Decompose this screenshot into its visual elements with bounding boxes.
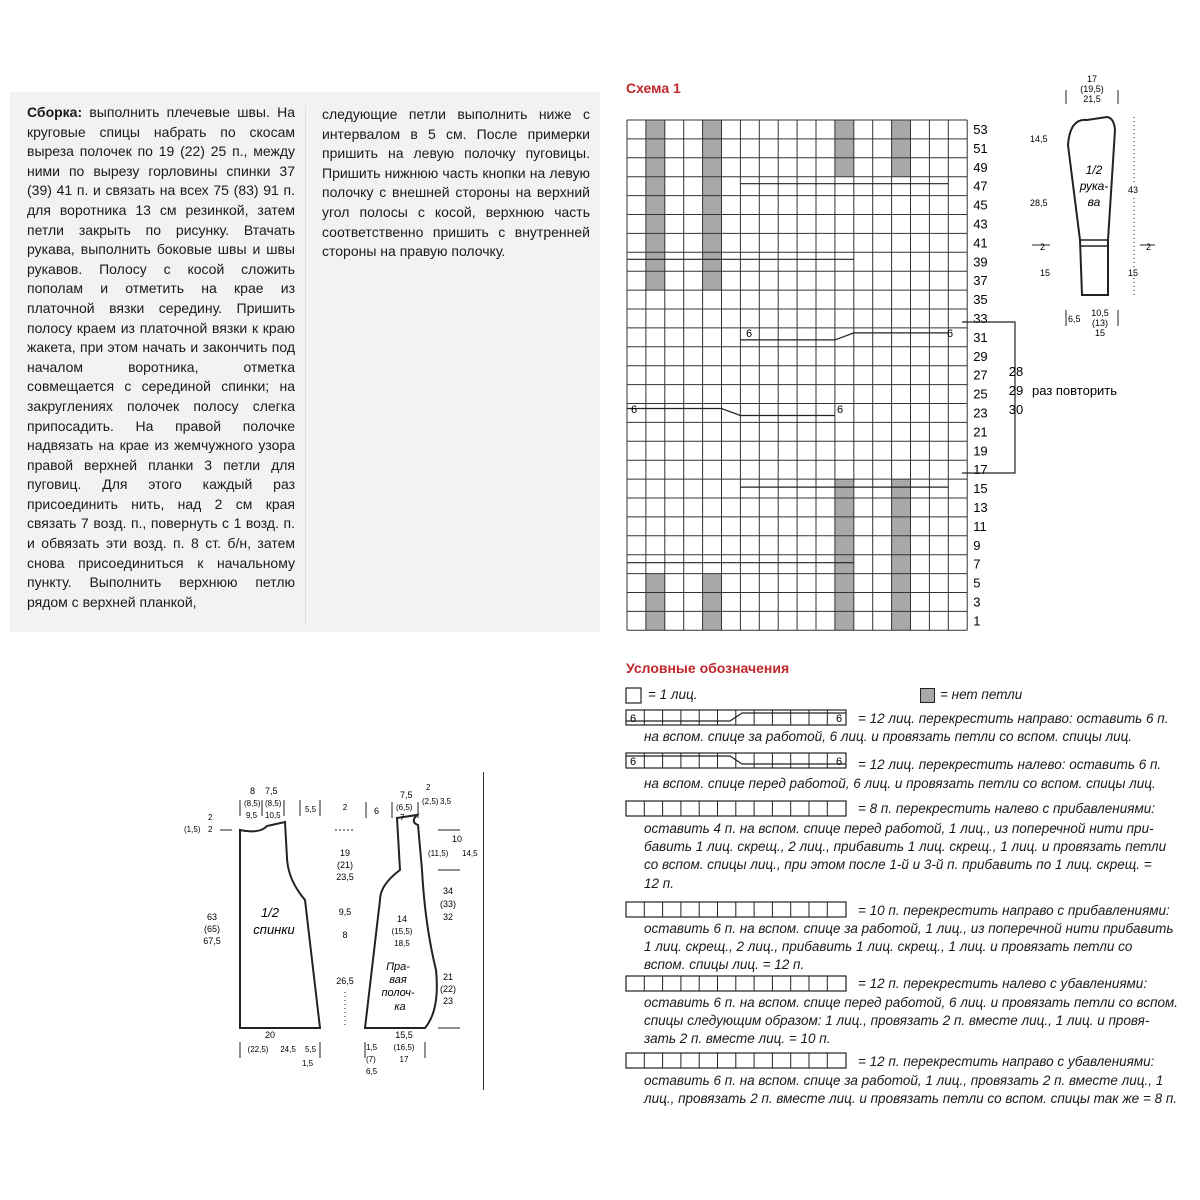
row-number: 33 xyxy=(973,311,988,326)
legend-item-6-line-2: оставить 6 п. на вспом. спице за работой, 1 лиц., провязать 2 п. вместе лиц., 1 xyxy=(644,1073,1164,1088)
sleeve-top-3: 21,5 xyxy=(1083,94,1101,104)
sleeve-dim-14-5: 14,5 xyxy=(1030,134,1048,144)
front-right-10-2: (11,5) xyxy=(428,849,449,858)
legend-item-6-line-3: лиц., провязать 2 п. вместе лиц. и провязать петли со вспом. спицы так же = 8 п. xyxy=(644,1091,1178,1107)
back-top-5-5: 5,5 xyxy=(305,805,317,814)
back-label-2: спинки xyxy=(253,922,295,937)
row-number: 15 xyxy=(973,481,988,497)
back-mid-2: 2 xyxy=(342,803,348,812)
front-right-21-2: (22) xyxy=(439,984,457,994)
front-bottom-3: 17 xyxy=(399,1055,409,1064)
repeat-row-29: 29 xyxy=(1008,383,1024,398)
front-top-2-5: (2,5) xyxy=(422,797,439,806)
sleeve-dim-15-left: 15 xyxy=(1040,268,1051,278)
front-top-2: 2 xyxy=(426,783,431,792)
legend-item-3-line-3: бавить 1 лиц. скрещ., 2 лиц., прибавить 1 лиц. скрещ., 1 лиц. и провязать петли xyxy=(644,839,1167,855)
repeat-label: раз повторить xyxy=(1032,383,1118,398)
row-number: 41 xyxy=(973,235,988,251)
back-mid-26-5: 26,5 xyxy=(336,976,354,986)
legend-item-3-line-5: 12 п. xyxy=(644,875,674,891)
legend-item-4-line-3: 1 лиц. скрещ., 2 лиц., прибавить 1 лиц. скрещ., 1 лиц. и провязать петли со xyxy=(644,939,1133,955)
legend-item-5-line-4: зать 2 п. вместе лиц. = 10 п. xyxy=(644,1031,831,1047)
legend-item-6: = 12 п. перекрестить направо с убавлениями: xyxy=(858,1054,1155,1069)
sleeve-top-1: 17 xyxy=(1086,74,1098,84)
assembly-text-1: выполнить плечевые швы. На круговые спицы набрать по скосам выреза полочек по 19 (22) 25 п., между ними по вырезу горловины спинки 37 (39) 41 п. и связать на всех 75 (83) 91 п. для воротника 13 см резинкой, затем петли закрыть по рисунку. Втачать рукава, выполнить боковые швы и швы рукавов. Полосу с косой сложить пополам и отметить на крае из платочной вязки середину. Пришить полосу краем из платочной вязки к краю жакета, при этом начать и закончить под началом воротника, отметка совмещается с серединой спинки; на закруглениях полочек полосу слегка припосадить. На правой полочке надвязать на крае из жемчужного узора правой верхней планки 3 петли для пуговиц. Для этого каждый раз присоединить нить, над 2 см края связать 7 возд. п., повернуть с 1 возд. п. и обвязать эти возд. п. 8 ст. б/н, затем снова присоединиться к начальному пункту. Выполнить верхнюю петлю рядом с верхней планкой, xyxy=(27,104,295,610)
front-right-21-3: 23 xyxy=(442,996,454,1006)
back-top-8-5: (8,5) xyxy=(244,799,261,808)
schematics-right-border xyxy=(483,772,484,1090)
cable-6-d: 6 xyxy=(837,404,844,416)
back-top-10-5: 10,5 xyxy=(265,811,281,820)
front-top-6-5: (6,5) xyxy=(396,803,413,812)
sleeve-top-2: (19,5) xyxy=(1080,84,1104,94)
front-right-34-1: 34 xyxy=(442,886,454,896)
no-stitch-column xyxy=(646,574,665,631)
front-bottom-2: (16,5) xyxy=(393,1043,415,1052)
sleeve-dim-43: 43 xyxy=(1128,185,1139,195)
legend-item-6-cont xyxy=(644,1072,1177,1108)
legend-item-4-cont xyxy=(644,920,1173,975)
legend-item-5-cont xyxy=(644,994,1178,1049)
row-number: 29 xyxy=(973,348,988,364)
row-number: 43 xyxy=(973,216,988,232)
sleeve-dim-2-left: 2 xyxy=(1040,242,1046,252)
row-number: 17 xyxy=(973,462,988,478)
repeat-row-30: 30 xyxy=(1008,402,1024,417)
legend-item-1-cont: на вспом. спице за работой, 6 лиц. и провязать петли со вспом. спицы лиц. xyxy=(644,729,1133,744)
front-label-4: ка xyxy=(394,1001,406,1013)
sleeve-bottom-1: 10,5 xyxy=(1091,308,1109,318)
legend-item-3: = 8 п. перекрестить налево с прибавлениями: xyxy=(858,801,1155,816)
back-bottom-3: 24,5 xyxy=(280,1045,296,1054)
row-number: 19 xyxy=(973,443,988,459)
legend-item-5-line-3: спицы следующим образом: 1 лиц., провязать 2 п. вместе лиц., 1 лиц. и провя- xyxy=(644,1013,1150,1029)
sleeve-diagram xyxy=(1010,70,1190,350)
row-number: 21 xyxy=(973,424,988,440)
cable-line xyxy=(627,409,835,416)
row-number: 9 xyxy=(973,537,981,553)
repeat-bracket xyxy=(962,322,1015,473)
cable-6-c: 6 xyxy=(631,404,638,416)
row-number: 31 xyxy=(973,329,988,345)
no-stitch-column xyxy=(892,120,911,177)
assembly-heading: Сборка: xyxy=(27,104,83,120)
cable-6-a: 6 xyxy=(746,328,753,340)
legend-item-4-line-2: оставить 6 п. на вспом. спице за работой, 1 лиц., из поперечной нити прибавить xyxy=(644,921,1174,936)
row-number: 37 xyxy=(973,273,988,289)
sleeve-dim-2-right: 2 xyxy=(1146,242,1152,252)
assembly-text-column-1 xyxy=(27,103,295,612)
back-height-1: 63 xyxy=(206,912,218,922)
back-left-1-5: (1,5) xyxy=(184,825,201,834)
row-number: 23 xyxy=(973,405,988,421)
row-number: 25 xyxy=(973,386,988,402)
front-bottom-left-3: 6,5 xyxy=(366,1067,378,1076)
sleeve-label-1: 1/2 xyxy=(1085,163,1103,177)
back-mid-8: 8 xyxy=(342,930,348,940)
row-numbers xyxy=(973,122,987,628)
back-left-2: 2 xyxy=(208,813,213,822)
front-right-10-1: 10 xyxy=(452,834,463,844)
back-bottom-1-5: 1,5 xyxy=(302,1059,314,1068)
sleeve-bottom-2: (13) xyxy=(1091,318,1109,328)
row-number: 45 xyxy=(973,197,988,213)
cable-left-num-a: 6 xyxy=(630,756,637,768)
no-stitch-column xyxy=(646,120,665,252)
scheme-title: Схема 1 xyxy=(626,80,681,96)
back-bottom-5-5: 5,5 xyxy=(305,1045,317,1054)
back-height-3: 67,5 xyxy=(203,936,221,946)
cable-6-b: 6 xyxy=(947,328,954,340)
front-mid-14-1: 14 xyxy=(396,914,408,924)
legend-item-4-line-4: вспом. спицы лиц. = 12 п. xyxy=(644,957,805,973)
assembly-text-column-2 xyxy=(322,105,590,262)
legend-knit-text: = 1 лиц. xyxy=(648,687,698,702)
back-left-2b: 2 xyxy=(208,825,213,834)
front-right-34-2: (33) xyxy=(439,899,457,909)
repeat-row-28: 28 xyxy=(1008,364,1024,379)
row-number: 3 xyxy=(973,594,981,610)
row-number: 27 xyxy=(973,367,988,383)
front-right-34-3: 32 xyxy=(442,912,454,922)
sleeve-label-2: рука- xyxy=(1079,179,1109,193)
sleeve-dim-6-5: 6,5 xyxy=(1068,314,1081,324)
row-number: 7 xyxy=(973,556,981,572)
legend-item-1-line-1: = 12 лиц. перекрестить направо: оставить 6 п. xyxy=(858,711,1169,726)
row-number: 5 xyxy=(973,575,981,591)
front-bottom-left-1: 1,5 xyxy=(366,1043,378,1052)
row-number: 47 xyxy=(973,178,988,194)
cable-left-num-b: 6 xyxy=(836,756,843,768)
front-top-6: 6 xyxy=(374,806,380,816)
front-label-3: полоч- xyxy=(381,987,415,999)
legend-item-5-line-2: оставить 6 п. на вспом. спице перед работой, 6 лиц. и провязать петли со вспом. xyxy=(644,995,1179,1010)
front-mid-14-3: 18,5 xyxy=(394,939,410,948)
back-top-8: 8 xyxy=(250,786,256,796)
legend-title: Условные обозначения xyxy=(626,660,790,676)
legend-item-3-cont xyxy=(644,820,1166,893)
legend-item-3-line-4: со вспом. спицы лиц., при этом после 1-й и 3-й п. прибавить по 1 лиц. скрещ. = xyxy=(644,857,1152,873)
back-mid-19-1: 19 xyxy=(339,848,351,858)
sleeve-label-3: ва xyxy=(1087,195,1101,209)
legend-item-5: = 12 п. перекрестить налево с убавлениями: xyxy=(858,976,1148,991)
front-bottom-left-2: (7) xyxy=(366,1055,376,1064)
row-number: 13 xyxy=(973,500,988,515)
legend-item-2-cont: на вспом. спице перед работой, 6 лиц. и провязать петли со вспом. спицы лиц. xyxy=(644,776,1156,791)
back-bottom-1: 20 xyxy=(264,1030,276,1040)
front-top-3-5: 3,5 xyxy=(440,797,452,806)
legend-item-3-line-2: оставить 4 п. на вспом. спице перед работой, 1 лиц., из поперечной нити при- xyxy=(644,821,1154,836)
sleeve-bottom-3: 15 xyxy=(1094,328,1106,338)
cable-right-num-a: 6 xyxy=(630,713,637,725)
front-right-10-3: 14,5 xyxy=(462,849,478,858)
sleeve-dim-15-right: 15 xyxy=(1128,268,1139,278)
back-mid-19-3: 23,5 xyxy=(336,872,354,882)
no-stitch-symbol xyxy=(920,688,935,703)
no-stitch-column xyxy=(835,120,854,177)
chart-grid xyxy=(627,120,967,630)
front-top-7: 7 xyxy=(400,813,405,822)
back-top-7-5: 7,5 xyxy=(265,786,278,796)
front-label-2: вая xyxy=(389,974,407,986)
row-number: 35 xyxy=(973,292,988,308)
assembly-text-2: следующие петли выполнить ниже с интервалом в 5 см. После примерки пришить на левую полочку пуговицы. Пришить нижнюю часть кнопки на левую полочку с внешней стороны на верхний угол полосы с косой, верхнюю часть соответственно пришить с внутренней стороны на правую полочку. xyxy=(322,106,590,260)
back-bottom-2: (22,5) xyxy=(247,1045,269,1054)
no-stitch-column xyxy=(703,574,722,631)
front-label-1: Пра- xyxy=(386,961,410,973)
back-mid-9-5: 9,5 xyxy=(338,907,352,917)
sleeve-dim-28-5: 28,5 xyxy=(1030,198,1048,208)
cable-line xyxy=(740,333,948,340)
legend-item-2: = 12 лиц. перекрестить налево: оставить 6 п. xyxy=(858,757,1162,772)
row-number: 11 xyxy=(973,518,987,534)
legend-item-4: = 10 п. перекрестить направо с прибавлениями: xyxy=(858,903,1170,918)
garment-schematics xyxy=(170,770,490,1090)
knit-symbol xyxy=(626,688,641,703)
back-top-9-5: 9,5 xyxy=(246,811,258,820)
no-stitch-column xyxy=(703,120,722,252)
front-bottom-1: 15,5 xyxy=(395,1030,413,1040)
row-number: 51 xyxy=(973,140,988,156)
column-divider xyxy=(305,105,306,625)
row-number: 53 xyxy=(973,122,988,137)
row-number: 49 xyxy=(973,159,988,175)
back-top-8-5b: (8,5) xyxy=(265,799,282,808)
legend-nostitch-text: = нет петли xyxy=(940,687,1023,702)
legend-item-1 xyxy=(858,710,1168,728)
front-mid-14-2: (15,5) xyxy=(391,927,413,936)
back-label-1: 1/2 xyxy=(260,905,280,920)
front-top-7-5: 7,5 xyxy=(400,790,413,800)
back-mid-19-2: (21) xyxy=(336,860,354,870)
cable-right-num-b: 6 xyxy=(836,713,843,725)
row-number: 39 xyxy=(973,254,988,270)
back-height-2: (65) xyxy=(203,924,221,934)
row-number: 1 xyxy=(973,613,981,629)
front-right-21-1: 21 xyxy=(442,972,454,982)
